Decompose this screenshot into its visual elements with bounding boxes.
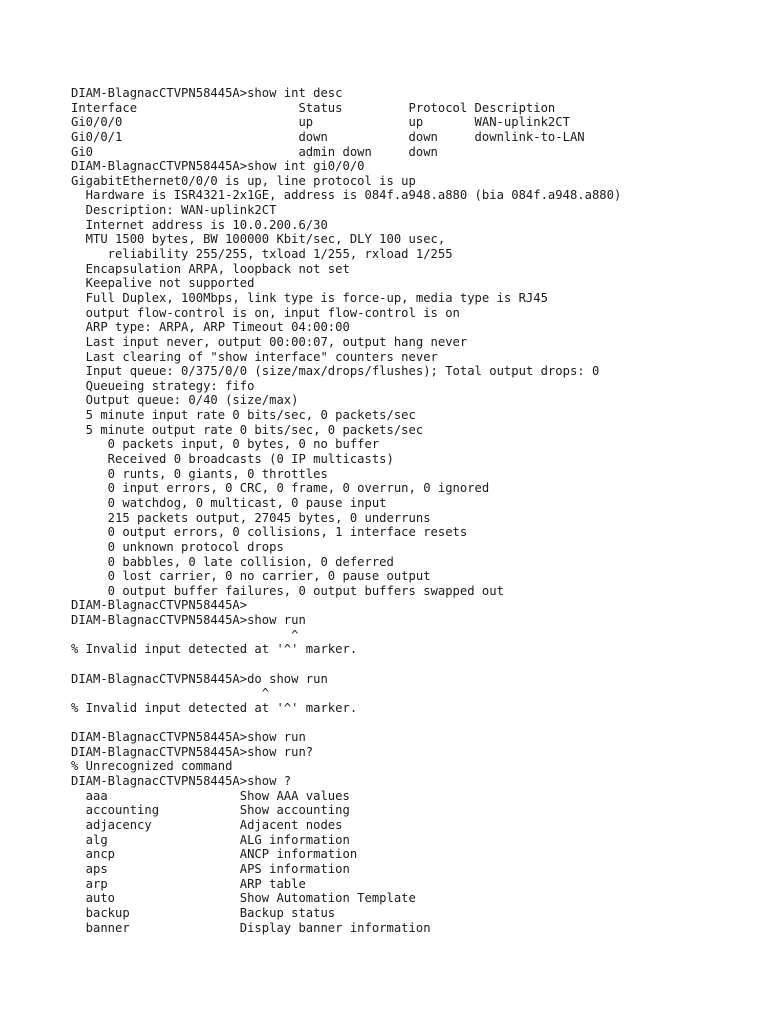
terminal-line: 0 output errors, 0 collisions, 1 interface resets [71,525,468,540]
terminal-line: Last clearing of "show interface" counters never [71,349,438,364]
terminal-line: Last input never, output 00:00:07, output hang never [71,334,468,349]
terminal-line: ^ [71,627,299,642]
terminal-line: 0 packets input, 0 bytes, 0 no buffer [71,437,380,452]
terminal-line: 5 minute output rate 0 bits/sec, 0 packets/sec [71,422,424,437]
terminal-line: Keepalive not supported [71,276,255,291]
terminal-line [71,716,751,731]
terminal-line: Encapsulation ARPA, loopback not set [71,261,350,276]
terminal-line: banner Display banner information [71,920,431,935]
terminal-line: DIAM-BlagnacCTVPN58445A>show run [71,730,306,745]
terminal-line: Full Duplex, 100Mbps, link type is force-up, media type is RJ45 [71,290,548,305]
terminal-line: 0 runts, 0 giants, 0 throttles [71,466,328,481]
terminal-line: ancp ANCP information [71,847,358,862]
terminal-line: 0 babbles, 0 late collision, 0 deferred [71,554,394,569]
terminal-line: Internet address is 10.0.200.6/30 [71,217,328,232]
terminal-line: arp ARP table [71,876,306,891]
terminal-line: DIAM-BlagnacCTVPN58445A>show int desc [71,86,343,100]
terminal-line: DIAM-BlagnacCTVPN58445A>do show run [71,671,328,686]
terminal-line: DIAM-BlagnacCTVPN58445A>show ? [71,774,292,789]
terminal-line: Input queue: 0/375/0/0 (size/max/drops/flushes); Total output drops: 0 [71,364,600,379]
terminal-line: DIAM-BlagnacCTVPN58445A> [71,598,248,613]
terminal-line: Gi0/0/1 down down downlink-to-LAN [71,129,585,144]
terminal-line: Gi0 admin down down [71,144,438,159]
terminal-line: Description: WAN-uplink2CT [71,203,277,218]
terminal-line: % Invalid input detected at '^' marker. [71,642,358,657]
terminal-line: Queueing strategy: fifo [71,378,255,393]
terminal-line: ARP type: ARPA, ARP Timeout 04:00:00 [71,320,350,335]
terminal-line: Gi0/0/0 up up WAN-uplink2CT [71,115,570,130]
terminal-line: 0 watchdog, 0 multicast, 0 pause input [71,495,387,510]
terminal-line: aps APS information [71,861,350,876]
terminal-line: 0 input errors, 0 CRC, 0 frame, 0 overrun, 0 ignored [71,481,490,496]
terminal-line: MTU 1500 bytes, BW 100000 Kbit/sec, DLY 100 usec, [71,232,446,247]
terminal-line: DIAM-BlagnacCTVPN58445A>show run [71,613,306,628]
terminal-line: Output queue: 0/40 (size/max) [71,393,299,408]
terminal-line: DIAM-BlagnacCTVPN58445A>show int gi0/0/0 [71,159,365,174]
terminal-line: backup Backup status [71,905,336,920]
terminal-line: reliability 255/255, txload 1/255, rxload 1/255 [71,247,453,262]
terminal-line: % Invalid input detected at '^' marker. [71,700,358,715]
terminal-line: 5 minute input rate 0 bits/sec, 0 packets/sec [71,408,416,423]
terminal-line: Hardware is ISR4321-2x1GE, address is 084f.a948.a880 (bia 084f.a948.a880) [71,188,622,203]
terminal-line: 0 output buffer failures, 0 output buffers swapped out [71,583,504,598]
terminal-line: Received 0 broadcasts (0 IP multicasts) [71,452,394,467]
terminal-transcript [71,86,751,935]
terminal-line: % Unrecognized command [71,759,233,774]
terminal-line: output flow-control is on, input flow-control is on [71,305,460,320]
terminal-line: 215 packets output, 27045 bytes, 0 underruns [71,510,431,525]
terminal-line: adjacency Adjacent nodes [71,818,343,833]
terminal-line: aaa Show AAA values [71,788,350,803]
terminal-line: ^ [71,686,270,701]
terminal-line [71,657,751,672]
terminal-line: auto Show Automation Template [71,891,416,906]
terminal-line: alg ALG information [71,832,350,847]
terminal-line: 0 lost carrier, 0 no carrier, 0 pause output [71,569,431,584]
terminal-line: DIAM-BlagnacCTVPN58445A>show run? [71,744,314,759]
terminal-line: GigabitEthernet0/0/0 is up, line protocol is up [71,173,416,188]
terminal-line: Interface Status Protocol Description [71,100,556,115]
terminal-line: accounting Show accounting [71,803,350,818]
terminal-line: 0 unknown protocol drops [71,539,284,554]
